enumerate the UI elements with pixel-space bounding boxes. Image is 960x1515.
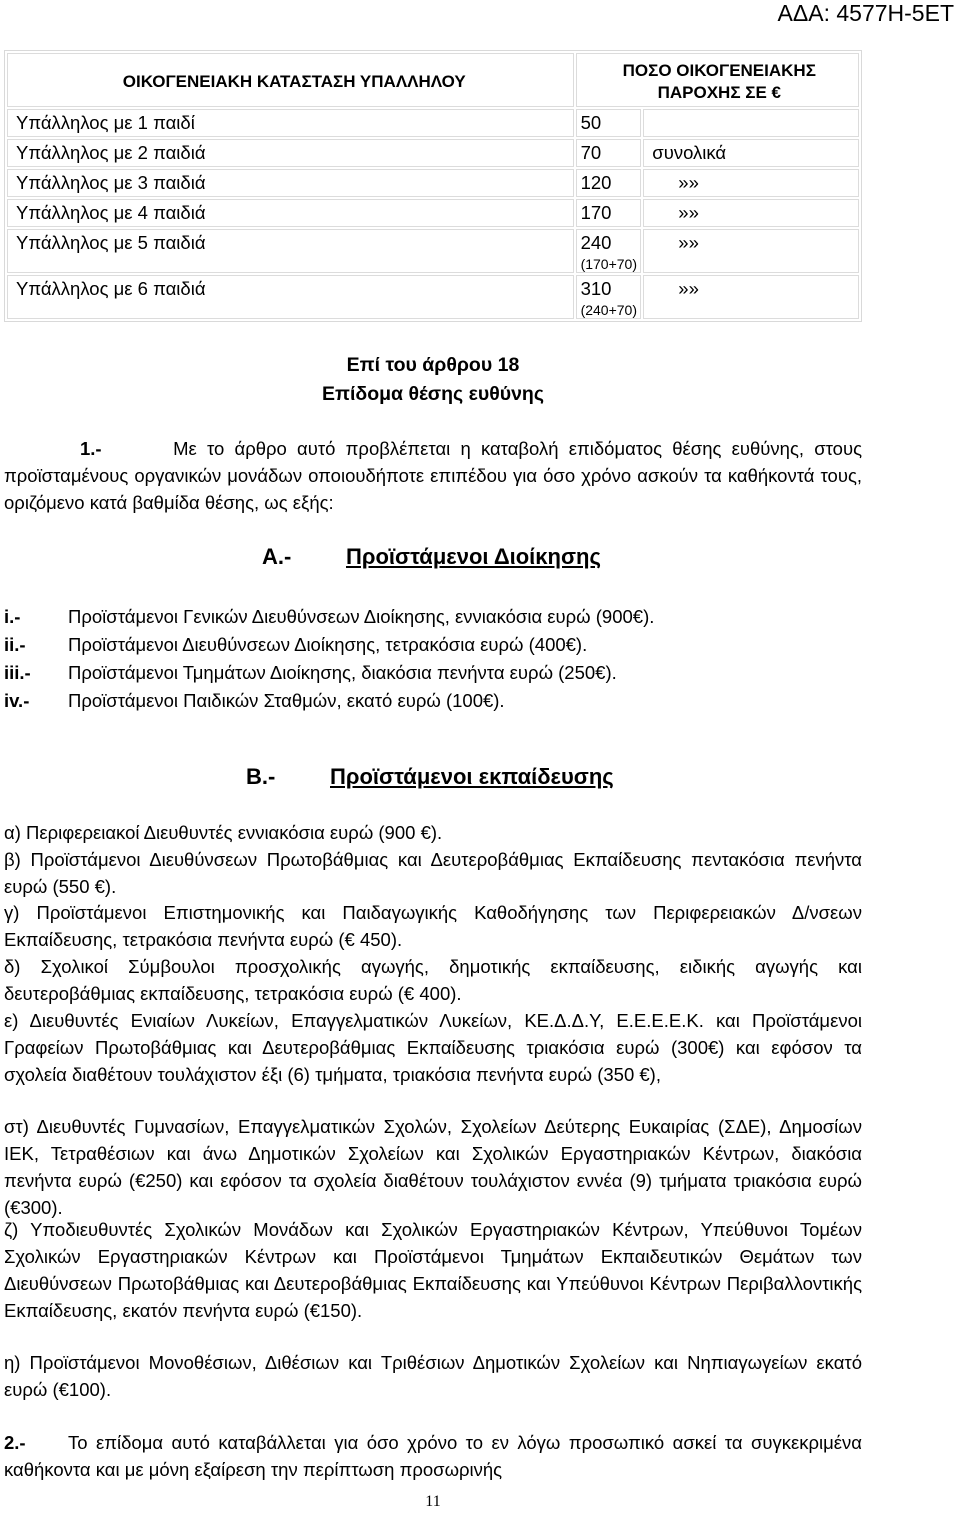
- list-item: δ) Σχολικοί Σύμβουλοι προσχολικής αγωγής, δημοτικής εκπαίδευσης, ειδικής αγωγής και δευτεροβάθμιας εκπαίδευσης, τετρακόσια ευρώ (€ 400).: [4, 956, 862, 1004]
- list-item: β) Προϊστάμενοι Διευθύνσεων Πρωτοβάθμιας και Δευτεροβάθμιας Εκπαίδευσης πεντακόσια πενήντα ευρώ (550 €).: [4, 849, 862, 897]
- header-allowance-amount: [576, 53, 859, 107]
- row-note: »»: [643, 199, 859, 227]
- article-subtitle: Επίδομα θέσης ευθύνης: [322, 383, 544, 405]
- list-item: [4, 688, 505, 714]
- table-row: [7, 229, 859, 273]
- table-row: [7, 275, 859, 319]
- list-item: ε) Διευθυντές Ενιαίων Λυκείων, Επαγγελματικών Λυκείων, ΚΕ.Δ.Δ.Υ, Ε.Ε.Ε.Ε.Κ. και Προϊστάμενοι Γραφείων Πρωτοβάθμιας και Δευτεροβάθμιας Εκπαίδευσης τριακόσια ευρώ (300€) και εφόσον τα σχολεία διαθέτουν τουλάχιστον έξι (6) τμήματα, τριακόσια πενήντα ευρώ (350 €),: [4, 1010, 862, 1085]
- list-item: ζ) Υποδιευθυντές Σχολικών Μονάδων και Σχολικών Εργαστηριακών Κέντρων, Υπεύθυνοι Τομέων Σχολικών Εργαστηριακών Κέντρων και Προϊστάμενοι Τμημάτων Εκπαιδευτικών Θεμάτων των Διευθύνσεων Πρωτοβάθμιας και Δευτεροβάθμιας Εκπαίδευσης και Υπεύθυνοι Κέντρων Περιβαλλοντικής Εκπαίδευσης, εκατόν πενήντα ευρώ (€150).: [4, 1219, 862, 1321]
- table-row: [7, 139, 859, 167]
- row-amount: 70: [576, 139, 642, 167]
- row-label: Υπάλληλος με 2 παιδιά: [7, 139, 574, 167]
- paragraph-2-number: 2.-: [4, 1432, 26, 1453]
- list-item: η) Προϊστάμενοι Μονοθέσιων, Διθέσιων και Τριθέσιων Δημοτικών Σχολείων και Νηπιαγωγείων εκατό ευρώ (€100).: [4, 1352, 862, 1400]
- row-label: Υπάλληλος με 1 παιδί: [7, 109, 574, 137]
- paragraph-2-text: Το επίδομα αυτό καταβάλλεται για όσο χρόνο το εν λόγω προσωπικό ασκεί τα συγκεκριμένα καθήκοντα και με μόνη εξαίρεση την περίπτωση προσωρινής: [4, 1432, 862, 1480]
- list-item: στ) Διευθυντές Γυμνασίων, Επαγγελματικών Σχολών, Σχολείων Δεύτερης Ευκαιρίας (ΣΔΕ), Δημοσίων ΙΕΚ, Τετραθέσιων και άνω Δημοτικών Σχολείων και Σχολικών Εργαστηριακών Κέντρων, διακόσια πενήντα ευρώ (€250) και εφόσον τα σχολεία διαθέτουν τουλάχιστον εννέα (9) τμήματα τριακόσια ευρώ (€300).: [4, 1116, 862, 1218]
- table-row: [7, 199, 859, 227]
- page-number: 11: [425, 1493, 441, 1510]
- table-row: [7, 169, 859, 197]
- row-note: »»: [643, 229, 859, 273]
- ada-code: ΑΔΑ: 4577Η-5ΕΤ: [777, 0, 954, 26]
- header-amount-line2: ΠΑΡΟΧΗΣ ΣΕ €: [657, 83, 781, 102]
- row-amount: 170: [576, 199, 642, 227]
- section-b-title: Προϊστάμενοι εκπαίδευσης: [330, 764, 614, 789]
- item-number: iv.-: [4, 690, 30, 711]
- row-label: Υπάλληλος με 6 παιδιά: [7, 275, 574, 319]
- paragraph-1-number: 1.-: [80, 438, 102, 459]
- section-b-heading: [246, 764, 614, 790]
- paragraph-1-text: Με το άρθρο αυτό προβλέπεται η καταβολή επιδόματος θέσης ευθύνης, στους προϊσταμένους οργανικών μονάδων οποιουδήποτε επιπέδου για όσο χρόνο ασκούν τα καθήκοντά τους, οριζόμενο κατά βαθμίδα θέσης, ως εξής:: [4, 438, 863, 513]
- row-note: [643, 109, 859, 137]
- section-a-label: Α.-: [262, 544, 292, 569]
- list-item: γ) Προϊστάμενοι Επιστημονικής και Παιδαγωγικής Καθοδήγησης των Περιφερειακών Δ/νσεων Εκπαίδευσης, τετρακόσια πενήντα ευρώ (€ 450).: [4, 902, 862, 950]
- list-item: [4, 604, 654, 630]
- row-note: »»: [643, 169, 859, 197]
- row-note: »»: [643, 275, 859, 319]
- item-text: Προϊστάμενοι Παιδικών Σταθμών, εκατό ευρώ (100€).: [68, 690, 505, 711]
- section-a-title: Προϊστάμενοι Διοίκησης: [346, 544, 601, 569]
- row-amount: 240: [580, 232, 612, 253]
- row-label: Υπάλληλος με 4 παιδιά: [7, 199, 574, 227]
- item-text: Προϊστάμενοι Γενικών Διευθύνσεων Διοίκησης, εννιακόσια ευρώ (900€).: [68, 606, 655, 627]
- row-amount: 50: [576, 109, 642, 137]
- item-number: iii.-: [4, 662, 31, 683]
- row-amount-cell: [576, 275, 642, 319]
- row-amount: 120: [576, 169, 642, 197]
- item-number: ii.-: [4, 634, 26, 655]
- list-item: [4, 660, 617, 686]
- table-row: [7, 109, 859, 137]
- item-text: Προϊστάμενοι Διευθύνσεων Διοίκησης, τετρακόσια ευρώ (400€).: [68, 634, 588, 655]
- item-number: i.-: [4, 606, 21, 627]
- table-header-row: [7, 53, 859, 107]
- section-b-label: Β.-: [246, 764, 276, 789]
- row-amount: 310: [580, 278, 612, 299]
- list-item: α) Περιφερειακοί Διευθυντές εννιακόσια ευρώ (900 €).: [4, 822, 443, 843]
- list-item: [4, 632, 587, 658]
- paragraph-2: [4, 1429, 862, 1483]
- row-amount-note: (240+70): [580, 302, 637, 318]
- paragraph-1: [4, 435, 862, 516]
- row-label: Υπάλληλος με 3 παιδιά: [7, 169, 574, 197]
- header-family-status: ΟΙΚΟΓΕΝΕΙΑΚΗ ΚΑΤΑΣΤΑΣΗ ΥΠΑΛΛΗΛΟΥ: [7, 53, 574, 107]
- row-amount-cell: [576, 229, 642, 273]
- header-amount-line1: ΠΟΣΟ ΟΙΚΟΓΕΝΕΙΑΚΗΣ: [622, 61, 816, 80]
- item-text: Προϊστάμενοι Τμημάτων Διοίκησης, διακόσια πενήντα ευρώ (250€).: [68, 662, 617, 683]
- row-note: συνολικά: [643, 139, 859, 167]
- family-allowance-table: [4, 50, 862, 322]
- row-label: Υπάλληλος με 5 παιδιά: [7, 229, 574, 273]
- row-amount-note: (170+70): [580, 256, 637, 272]
- article-title: Επί του άρθρου 18: [346, 354, 520, 376]
- section-a-heading: [262, 544, 601, 570]
